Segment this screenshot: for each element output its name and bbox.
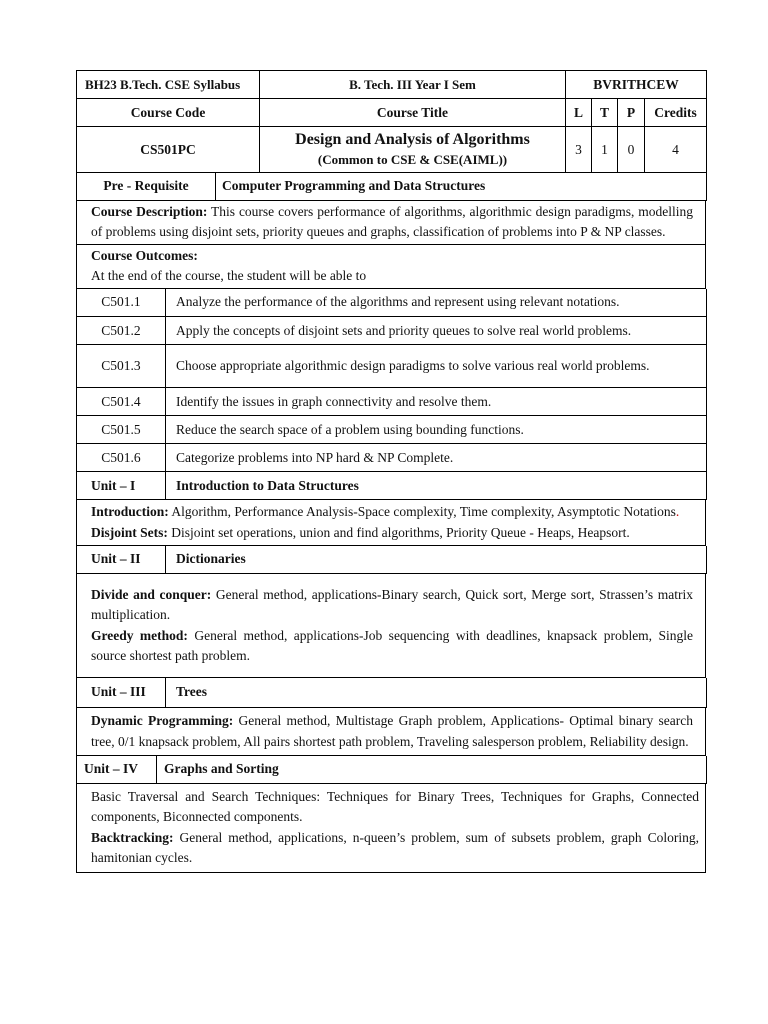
backtracking-label: Backtracking: bbox=[91, 829, 174, 845]
course-t: 1 bbox=[592, 127, 618, 173]
unit-2-label: Unit – II bbox=[77, 546, 166, 573]
course-code-header: Course Code bbox=[77, 99, 260, 127]
prereq-row bbox=[77, 173, 707, 200]
introduction-text: Algorithm, Performance Analysis-Space complexity, Time complexity, Asymptotic Notations bbox=[168, 504, 676, 519]
outcome-row bbox=[77, 289, 707, 317]
description-label: Course Description: bbox=[91, 203, 208, 219]
unit-2-title: Dictionaries bbox=[166, 546, 707, 573]
unit-1-label: Unit – I bbox=[77, 472, 166, 500]
l-header: L bbox=[566, 99, 592, 127]
course-info-row bbox=[77, 127, 707, 173]
unit-4-body bbox=[76, 784, 706, 873]
unit-2-para-1 bbox=[91, 585, 693, 626]
prereq-label: Pre - Requisite bbox=[77, 173, 216, 200]
p-header: P bbox=[618, 99, 645, 127]
course-subtitle: (Common to CSE & CSE(AIML)) bbox=[317, 151, 508, 167]
outcome-row bbox=[77, 416, 707, 444]
unit-3-label: Unit – III bbox=[77, 678, 166, 708]
description-text: This course covers performance of algorithms, algorithmic design paradigms, modelling of problems using disjoint sets, priority queues and graphs, classification of problems into P & NP classes. bbox=[91, 203, 693, 239]
red-period: . bbox=[675, 504, 680, 519]
backtracking-text: General method, applications, n-queen’s problem, sum of subsets problem, graph Coloring, hamitonian cycles. bbox=[91, 829, 699, 865]
description-row bbox=[77, 201, 706, 245]
unit-4-title: Graphs and Sorting bbox=[157, 756, 707, 783]
outcome-code: C501.2 bbox=[77, 317, 166, 345]
outcomes-table bbox=[76, 289, 707, 501]
course-l: 3 bbox=[566, 127, 592, 173]
unit-1-content bbox=[77, 500, 706, 546]
divide-conquer-label: Divide and conquer: bbox=[91, 586, 212, 602]
outcome-text: Identify the issues in graph connectivity and resolve them. bbox=[166, 388, 707, 416]
course-code: CS501PC bbox=[77, 127, 260, 173]
unit-2-header-table bbox=[76, 546, 707, 574]
unit-2-para-2 bbox=[91, 626, 693, 667]
outcome-text: Apply the concepts of disjoint sets and priority queues to solve real world problems. bbox=[166, 317, 707, 345]
course-description bbox=[77, 201, 706, 245]
outcome-code: C501.6 bbox=[77, 444, 166, 472]
unit-3-content bbox=[77, 708, 706, 756]
course-p: 0 bbox=[618, 127, 645, 173]
course-title-cell bbox=[260, 127, 566, 173]
syllabus-header-row bbox=[77, 71, 707, 99]
introduction-label: Introduction: bbox=[91, 504, 169, 519]
credits-header: Credits bbox=[645, 99, 707, 127]
unit-3-header bbox=[77, 678, 707, 708]
outcome-text: Choose appropriate algorithmic design paradigms to solve various real world problems. bbox=[166, 345, 707, 388]
college-name: BVRITHCEW bbox=[566, 71, 707, 99]
semester-label: B. Tech. III Year I Sem bbox=[260, 71, 566, 99]
unit-4-header bbox=[77, 756, 707, 783]
outcome-code: C501.1 bbox=[77, 289, 166, 317]
greedy-method-text: General method, applications-Job sequencing with deadlines, knapsack problem, Single source shortest path problem. bbox=[91, 627, 693, 663]
disjoint-sets-label: Disjoint Sets: bbox=[91, 524, 168, 540]
dynamic-programming-text: General method, Multistage Graph problem, Applications- Optimal binary search tree, 0/1 knapsack problem, All pairs shortest path problem, Traveling salesperson problem, Reliability design. bbox=[91, 713, 693, 749]
unit-3-body bbox=[76, 708, 706, 756]
outcome-text: Analyze the performance of the algorithms and represent using relevant notations. bbox=[166, 289, 707, 317]
unit-4-para-2 bbox=[91, 828, 699, 869]
outcome-row bbox=[77, 345, 707, 388]
unit-4-header-table bbox=[76, 756, 707, 784]
outcome-row bbox=[77, 317, 707, 345]
unit-1-header bbox=[77, 472, 707, 500]
outcome-code: C501.3 bbox=[77, 345, 166, 388]
prereq-table bbox=[76, 173, 707, 201]
outcomes-label: Course Outcomes: bbox=[91, 247, 198, 263]
outcomes-header-row bbox=[77, 244, 706, 288]
course-title-header: Course Title bbox=[260, 99, 566, 127]
unit-1-title: Introduction to Data Structures bbox=[166, 472, 707, 500]
syllabus-name: BH23 B.Tech. CSE Syllabus bbox=[77, 71, 260, 99]
header-table bbox=[76, 70, 707, 173]
outcome-text: Reduce the search space of a problem using bounding functions. bbox=[166, 416, 707, 444]
course-title: Design and Analysis of Algorithms bbox=[295, 130, 530, 148]
course-credits: 4 bbox=[645, 127, 707, 173]
unit-2-body bbox=[76, 574, 706, 678]
outcome-code: C501.5 bbox=[77, 416, 166, 444]
unit-1-body bbox=[76, 500, 706, 546]
prereq-value: Computer Programming and Data Structures bbox=[216, 173, 707, 200]
outcomes-header bbox=[77, 244, 706, 288]
unit-2-content bbox=[77, 574, 706, 678]
unit-4-label: Unit – IV bbox=[77, 756, 157, 783]
unit-1-para-1 bbox=[91, 502, 693, 523]
outcome-row bbox=[77, 388, 707, 416]
unit-2-header bbox=[77, 546, 707, 573]
outcome-row bbox=[77, 444, 707, 472]
course-header-row bbox=[77, 99, 707, 127]
description-table bbox=[76, 201, 706, 289]
unit-3-title: Trees bbox=[166, 678, 707, 708]
unit-4-para-1: Basic Traversal and Search Techniques: Techniques for Binary Trees, Techniques for Graphs, Connected components, Biconnected components. bbox=[91, 788, 699, 824]
outcome-text: Categorize problems into NP hard & NP Complete. bbox=[166, 444, 707, 472]
divide-conquer-text: General method, applications-Binary search, Quick sort, Merge sort, Strassen’s matrix multiplication. bbox=[91, 586, 693, 622]
dynamic-programming-label: Dynamic Programming: bbox=[91, 713, 234, 728]
disjoint-sets-text: Disjoint set operations, union and find algorithms, Priority Queue - Heaps, Heapsort. bbox=[167, 524, 630, 540]
outcome-code: C501.4 bbox=[77, 388, 166, 416]
unit-3-header-table bbox=[76, 678, 707, 709]
outcomes-intro: At the end of the course, the student will be able to bbox=[91, 268, 367, 283]
unit-4-content bbox=[77, 784, 706, 873]
t-header: T bbox=[592, 99, 618, 127]
unit-1-para-2 bbox=[91, 523, 693, 544]
unit-3-para-1 bbox=[91, 711, 693, 752]
greedy-method-label: Greedy method: bbox=[91, 627, 188, 643]
syllabus-page bbox=[76, 70, 706, 873]
